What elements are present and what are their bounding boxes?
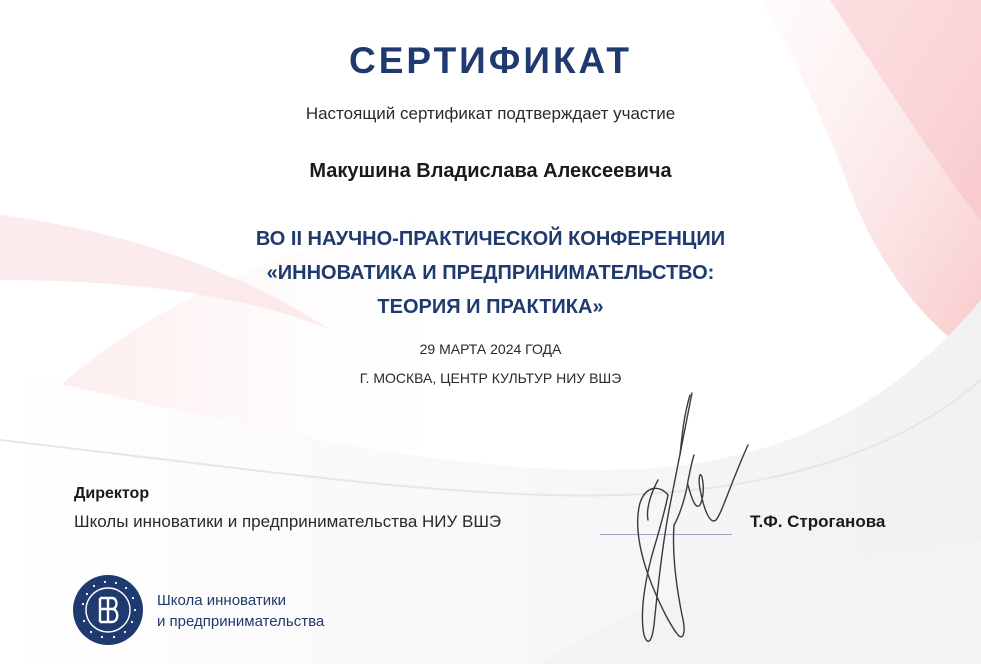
event-title-line: «ИННОВАТИКА И ПРЕДПРИНИМАТЕЛЬСТВО: [266,262,715,284]
event-place: Г. МОСКВА, ЦЕНТР КУЛЬТУР НИУ ВШЭ [359,370,622,386]
event-title-line: ТЕОРИЯ И ПРАКТИКА» [377,296,604,318]
logo-caption-line: Школа инноватики [157,592,287,609]
signatory-organization: Школы инноватики и предпринимательства НИУ ВШЭ [74,512,502,531]
logo-caption [157,590,324,632]
certificate-title: СЕРТИФИКАТ [348,40,633,81]
logo-caption-line: и предпринимательства [157,613,325,630]
recipient-name: Макушина Владислава Алексеевича [309,160,672,182]
event-date: 29 МАРТА 2024 ГОДА [419,341,562,357]
event-title-line: ВО II НАУЧНО-ПРАКТИЧЕСКОЙ КОНФЕРЕНЦИИ [255,228,726,250]
hse-logo-seal [72,574,144,646]
signatory-role: Директор [74,485,150,502]
event-title [0,222,981,324]
certificate-subtitle: Настоящий сертификат подтверждает участие [305,104,676,123]
handwritten-signature [600,385,760,655]
signatory-name: Т.Ф. Строганова [750,512,886,531]
